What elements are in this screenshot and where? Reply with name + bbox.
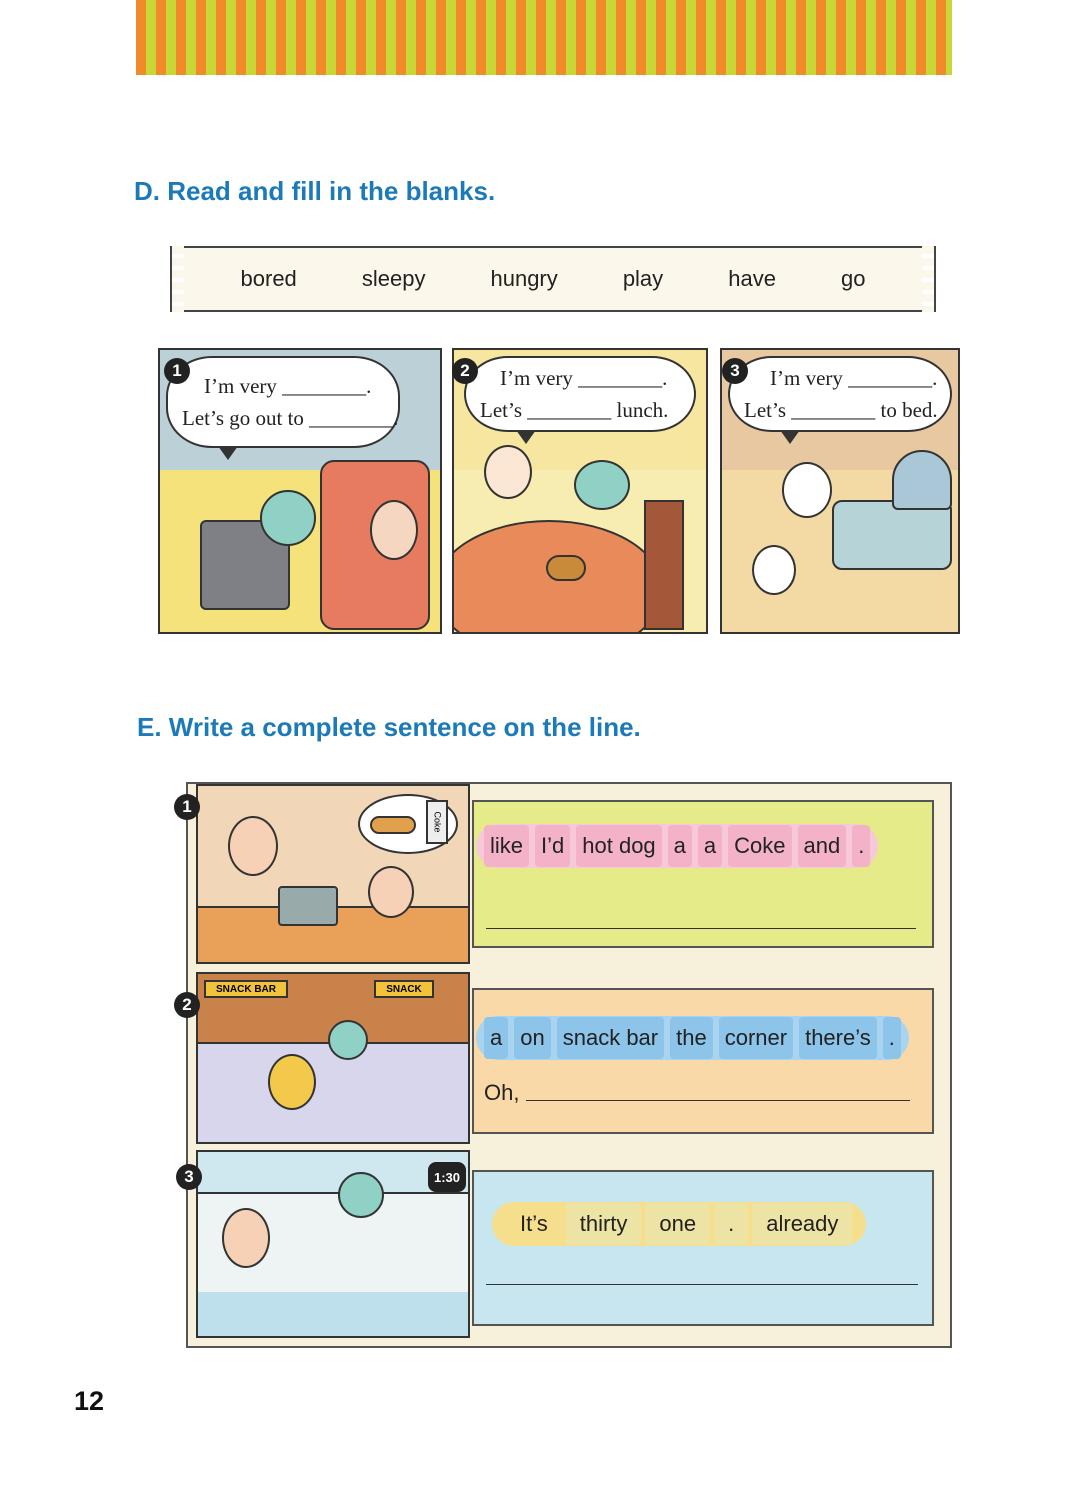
scrambled-words-3 bbox=[492, 1202, 866, 1246]
speech-bubble-1 bbox=[166, 356, 400, 448]
burger-illustration bbox=[546, 555, 586, 581]
exercise-card-3 bbox=[472, 1170, 934, 1326]
word-chip: hot dog bbox=[576, 825, 661, 867]
bed-illustration bbox=[832, 500, 952, 570]
bubble-line: I’m very ________. bbox=[770, 366, 938, 390]
comic-panel-1 bbox=[158, 348, 442, 634]
word-chip: on bbox=[514, 1017, 550, 1059]
chair-illustration bbox=[644, 500, 684, 630]
coke-cup-icon bbox=[426, 800, 448, 844]
alien-character-illustration bbox=[574, 460, 630, 510]
clock-time: 1:30 bbox=[433, 1169, 461, 1185]
word-chip: I’d bbox=[535, 825, 570, 867]
word-chip: . bbox=[883, 1017, 901, 1059]
word-bank bbox=[176, 246, 930, 312]
girl-character-illustration bbox=[484, 445, 532, 499]
word-bank-item: go bbox=[840, 266, 866, 291]
word-chip: corner bbox=[719, 1017, 793, 1059]
exercise-number-3: 3 bbox=[176, 1164, 202, 1190]
bubble-line: Let’s go out to ________. bbox=[182, 406, 399, 430]
word-chip: like bbox=[484, 825, 529, 867]
word-chip: Coke bbox=[728, 825, 791, 867]
girl-character-illustration bbox=[268, 1054, 316, 1110]
bed-canopy-illustration bbox=[892, 450, 952, 510]
scrambled-words-2 bbox=[476, 1016, 909, 1060]
exercise-picture-1 bbox=[196, 784, 470, 964]
answer-line-3[interactable] bbox=[486, 1284, 918, 1285]
word-chip: a bbox=[698, 825, 722, 867]
word-chip: a bbox=[484, 1017, 508, 1059]
snack-sign-text: SNACK bbox=[386, 983, 422, 995]
word-chip: the bbox=[670, 1017, 713, 1059]
comic-panel-3 bbox=[720, 348, 960, 634]
coke-cup-label: Coke bbox=[432, 811, 443, 833]
exercise-card-1 bbox=[472, 800, 934, 948]
answer-prefix-2: Oh, bbox=[484, 1080, 520, 1105]
word-chip: there’s bbox=[799, 1017, 877, 1059]
word-bank-item: hungry bbox=[490, 266, 558, 291]
alien-character-illustration bbox=[260, 490, 316, 546]
word-chip: snack bar bbox=[557, 1017, 664, 1059]
bubble-line: Let’s ________ to bed. bbox=[744, 398, 938, 422]
ground-illustration bbox=[198, 1292, 470, 1338]
alien-character-illustration bbox=[338, 1172, 384, 1218]
exercise-number-1: 1 bbox=[174, 794, 200, 820]
snack-bar-sign-text: SNACK BAR bbox=[216, 983, 276, 995]
word-bank-item: sleepy bbox=[361, 266, 426, 291]
answer-line-2[interactable] bbox=[526, 1100, 910, 1101]
girl-character-illustration bbox=[368, 866, 414, 918]
word-bank-item: have bbox=[728, 266, 776, 291]
word-chip: already bbox=[752, 1203, 852, 1245]
answer-line-1[interactable] bbox=[486, 928, 916, 929]
word-bank-item: bored bbox=[240, 266, 297, 291]
clock-display bbox=[428, 1162, 466, 1192]
scrambled-words-1 bbox=[476, 824, 878, 868]
snack-sign bbox=[374, 980, 434, 998]
character-illustration bbox=[782, 462, 832, 518]
exercise-picture-2 bbox=[196, 972, 470, 1144]
word-chip: one bbox=[645, 1203, 710, 1245]
word-chip: It’s bbox=[520, 1211, 548, 1236]
speech-bubble-2 bbox=[464, 356, 696, 432]
bubble-line: Let’s ________ lunch. bbox=[480, 398, 669, 422]
cashier-character-illustration bbox=[228, 816, 278, 876]
section-e-title: E. Write a complete sentence on the line. bbox=[137, 712, 641, 742]
decorative-top-band bbox=[136, 0, 952, 75]
page-number: 12 bbox=[74, 1386, 105, 1416]
girl-character-illustration bbox=[222, 1208, 270, 1268]
comic-panel-2 bbox=[452, 348, 708, 634]
word-chip: . bbox=[714, 1203, 748, 1245]
word-chip: . bbox=[852, 825, 870, 867]
alien-character-illustration bbox=[328, 1020, 368, 1060]
exercise-number-2: 2 bbox=[174, 992, 200, 1018]
bubble-line: I’m very ________. bbox=[500, 366, 668, 390]
character-illustration bbox=[752, 545, 796, 595]
panel-number-1: 1 bbox=[164, 358, 190, 384]
bubble-line: I’m very ________. bbox=[204, 374, 372, 398]
speech-bubble-3 bbox=[728, 356, 952, 432]
panel-number-2: 2 bbox=[452, 358, 478, 384]
exercise-card-2 bbox=[472, 988, 934, 1134]
cash-register-illustration bbox=[278, 886, 338, 926]
hot-dog-icon bbox=[370, 816, 416, 834]
section-d-title: D. Read and fill in the blanks. bbox=[134, 176, 496, 206]
word-bank-item: play bbox=[622, 266, 664, 291]
word-chip: thirty bbox=[566, 1203, 642, 1245]
exercise-picture-3 bbox=[196, 1150, 470, 1338]
word-chip: and bbox=[798, 825, 847, 867]
panel-number-3: 3 bbox=[722, 358, 748, 384]
snack-bar-sign bbox=[204, 980, 288, 998]
word-chip: a bbox=[668, 825, 692, 867]
girl-character-illustration bbox=[370, 500, 418, 560]
